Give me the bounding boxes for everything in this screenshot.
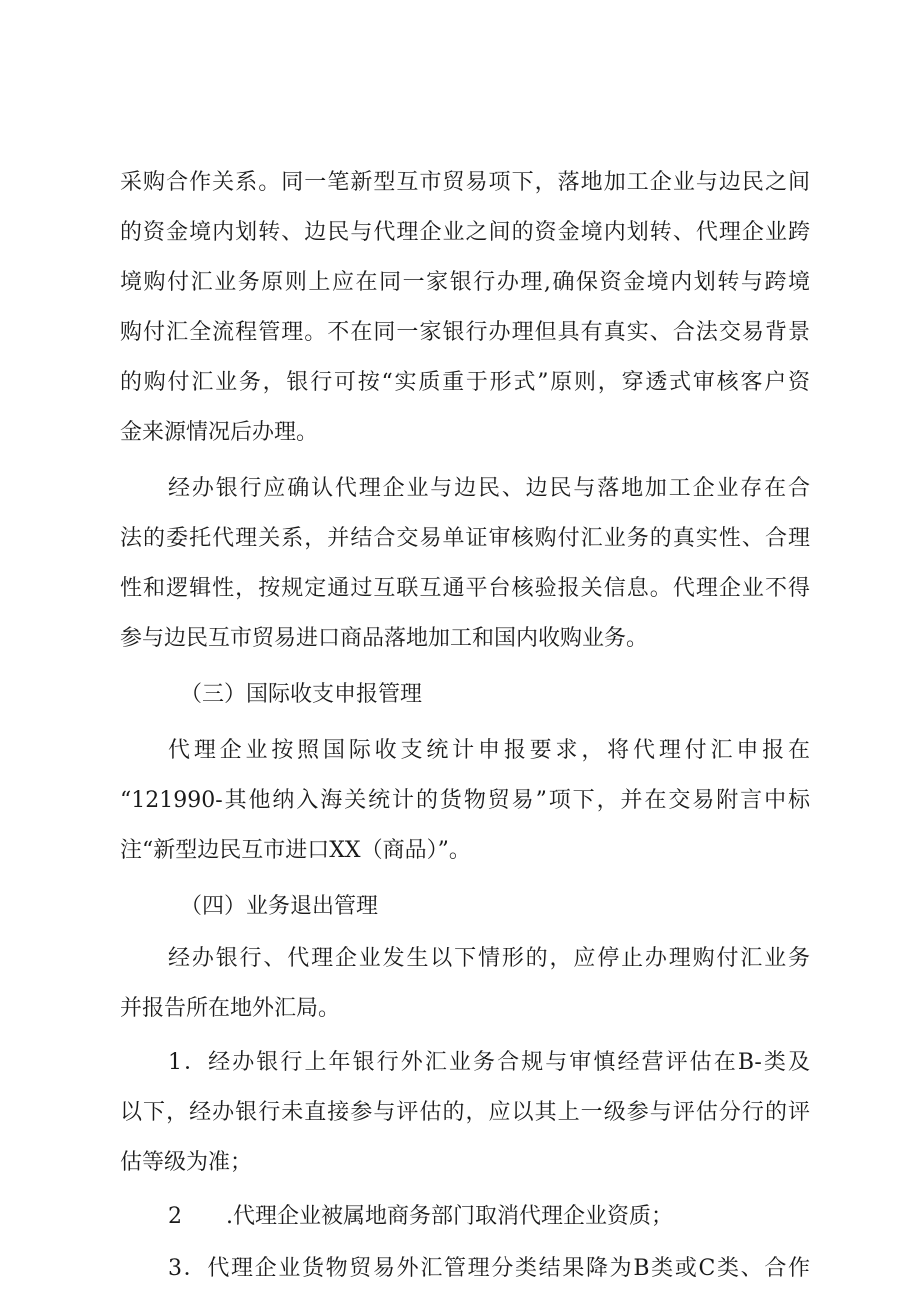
paragraph-1-line-5: 的购付汇业务，银行可按“实质重于形式”原则，穿透式审核客户资 — [120, 370, 810, 395]
paragraph-1-line-6: 金来源情况后办理。 — [120, 420, 319, 445]
paragraph-1-line-3: 境购付汇业务原则上应在同一家银行办理,确保资金境内划转与跨境 — [120, 270, 810, 295]
list-item-1-line-3: 估等级为准； — [120, 1150, 253, 1175]
paragraph-1-line-4: 购付汇全流程管理。不在同一家银行办理但具有真实、合法交易背景 — [120, 320, 810, 345]
paragraph-2-line-4: 参与边民互市贸易进口商品落地加工和国内收购业务。 — [120, 626, 649, 651]
paragraph-1-line-2: 的资金境内划转、边民与代理企业之间的资金境内划转、代理企业跨 — [120, 220, 810, 245]
list-item-3: 3．代理企业货物贸易外汇管理分类结果降为B类或C类、合作 — [168, 1256, 810, 1281]
paragraph-3-line-3: 注“新型边民互市进口XX（商品）”。 — [120, 838, 471, 863]
paragraph-2-line-1: 经办银行应确认代理企业与边民、边民与落地加工企业存在合 — [168, 476, 810, 501]
paragraph-4-line-2: 并报告所在地外汇局。 — [120, 996, 341, 1021]
section-heading-3: （三）国际收支申报管理 — [180, 682, 423, 707]
paragraph-2-line-2: 法的委托代理关系，并结合交易单证审核购付汇业务的真实性、合理 — [120, 526, 810, 551]
paragraph-4-line-1: 经办银行、代理企业发生以下情形的，应停止办理购付汇业务 — [168, 946, 810, 971]
list-item-2: 2 .代理企业被属地商务部门取消代理企业资质； — [168, 1204, 673, 1229]
section-heading-4: （四）业务退出管理 — [180, 894, 379, 919]
paragraph-3-line-1: 代理企业按照国际收支统计申报要求，将代理付汇申报在 — [168, 738, 810, 763]
list-item-1-line-2: 以下，经办银行未直接参与评估的，应以其上一级参与评估分行的评 — [120, 1100, 810, 1125]
paragraph-1-line-1: 采购合作关系。同一笔新型互市贸易项下，落地加工企业与边民之间 — [120, 170, 810, 195]
paragraph-2-line-3: 性和逻辑性，按规定通过互联互通平台核验报关信息。代理企业不得 — [120, 576, 810, 601]
list-item-1-line-1: 1．经办银行上年银行外汇业务合规与审慎经营评估在B-类及 — [168, 1050, 810, 1075]
paragraph-3-line-2: “121990-其他纳入海关统计的货物贸易”项下，并在交易附言中标 — [120, 788, 810, 813]
